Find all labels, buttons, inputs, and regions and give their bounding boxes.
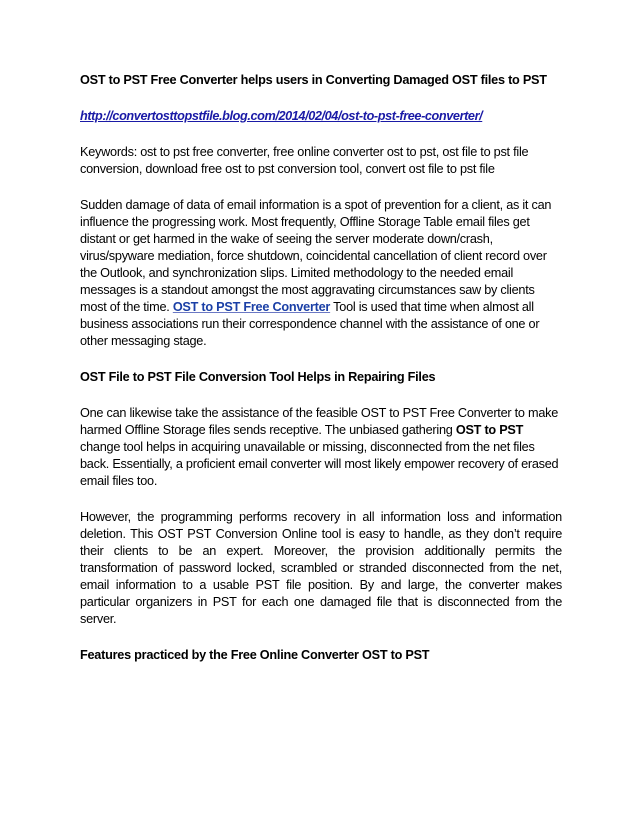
document-page xyxy=(80,60,562,683)
source-url-line xyxy=(80,108,562,125)
converter-link[interactable]: OST to PST Free Converter xyxy=(172,300,331,314)
section-heading-features: Features practiced by the Free Online Converter OST to PST xyxy=(80,648,430,662)
conversion-text-before-bold: One can likewise take the assistance of the feasible OST to PST Free Converter to make harmed Offline Storage files sends receptive. The unbiased gathering xyxy=(80,406,559,437)
intro-paragraph xyxy=(80,197,562,350)
conversion-tool-paragraph xyxy=(80,405,562,490)
intro-text-before-link: Sudden damage of data of email information is a spot of prevention for a client, as it can influence the progressing work. Most frequently, Offline Storage Table email files get distant or get harmed in the wake of seeing the server moderate down/crash, virus/spyware mediation, force shutdown, coincidental cancellation of client record over the Outlook, and synchronization slips. Limited methodology to the needed email messages is a standout amongst the most aggravating circumstances saw by clients most of the time. xyxy=(80,198,552,314)
conversion-text-after-bold: change tool helps in acquiring unavailable or missing, disconnected from the net files back. Essentially, a proficient email converter will most likely empower recovery of erased email files too. xyxy=(80,440,559,488)
document-title: OST to PST Free Converter helps users in Converting Damaged OST files to PST xyxy=(80,73,547,87)
recovery-paragraph: However, the programming performs recovery in all information loss and information deletion. This OST PST Conversion Online tool is easy to handle, as they don’t require their clients to be an expert. Moreover, the provision additionally permits the transformation of password locked, scrambled or stranded disconnected from the net, email information to a usable PST file position. By and large, the converter makes particular organizers in PST for each one damaged file that is disconnected from the server. xyxy=(80,510,562,626)
section-heading-conversion-tool: OST File to PST File Conversion Tool Helps in Repairing Files xyxy=(80,370,436,384)
ost-to-pst-emphasis: OST to PST xyxy=(455,423,524,437)
keywords-paragraph: Keywords: ost to pst free converter, free online converter ost to pst, ost file to pst file conversion, download free ost to pst conversion tool, convert ost file to pst file xyxy=(80,145,529,176)
intro-text-after-link: Tool is used that time when almost all business associations run their correspondence channel with the assistance of one or other messaging stage. xyxy=(80,300,540,348)
source-url-link[interactable]: http://convertosttopstfile.blog.com/2014/02/04/ost-to-pst-free-converter/ xyxy=(80,109,483,123)
